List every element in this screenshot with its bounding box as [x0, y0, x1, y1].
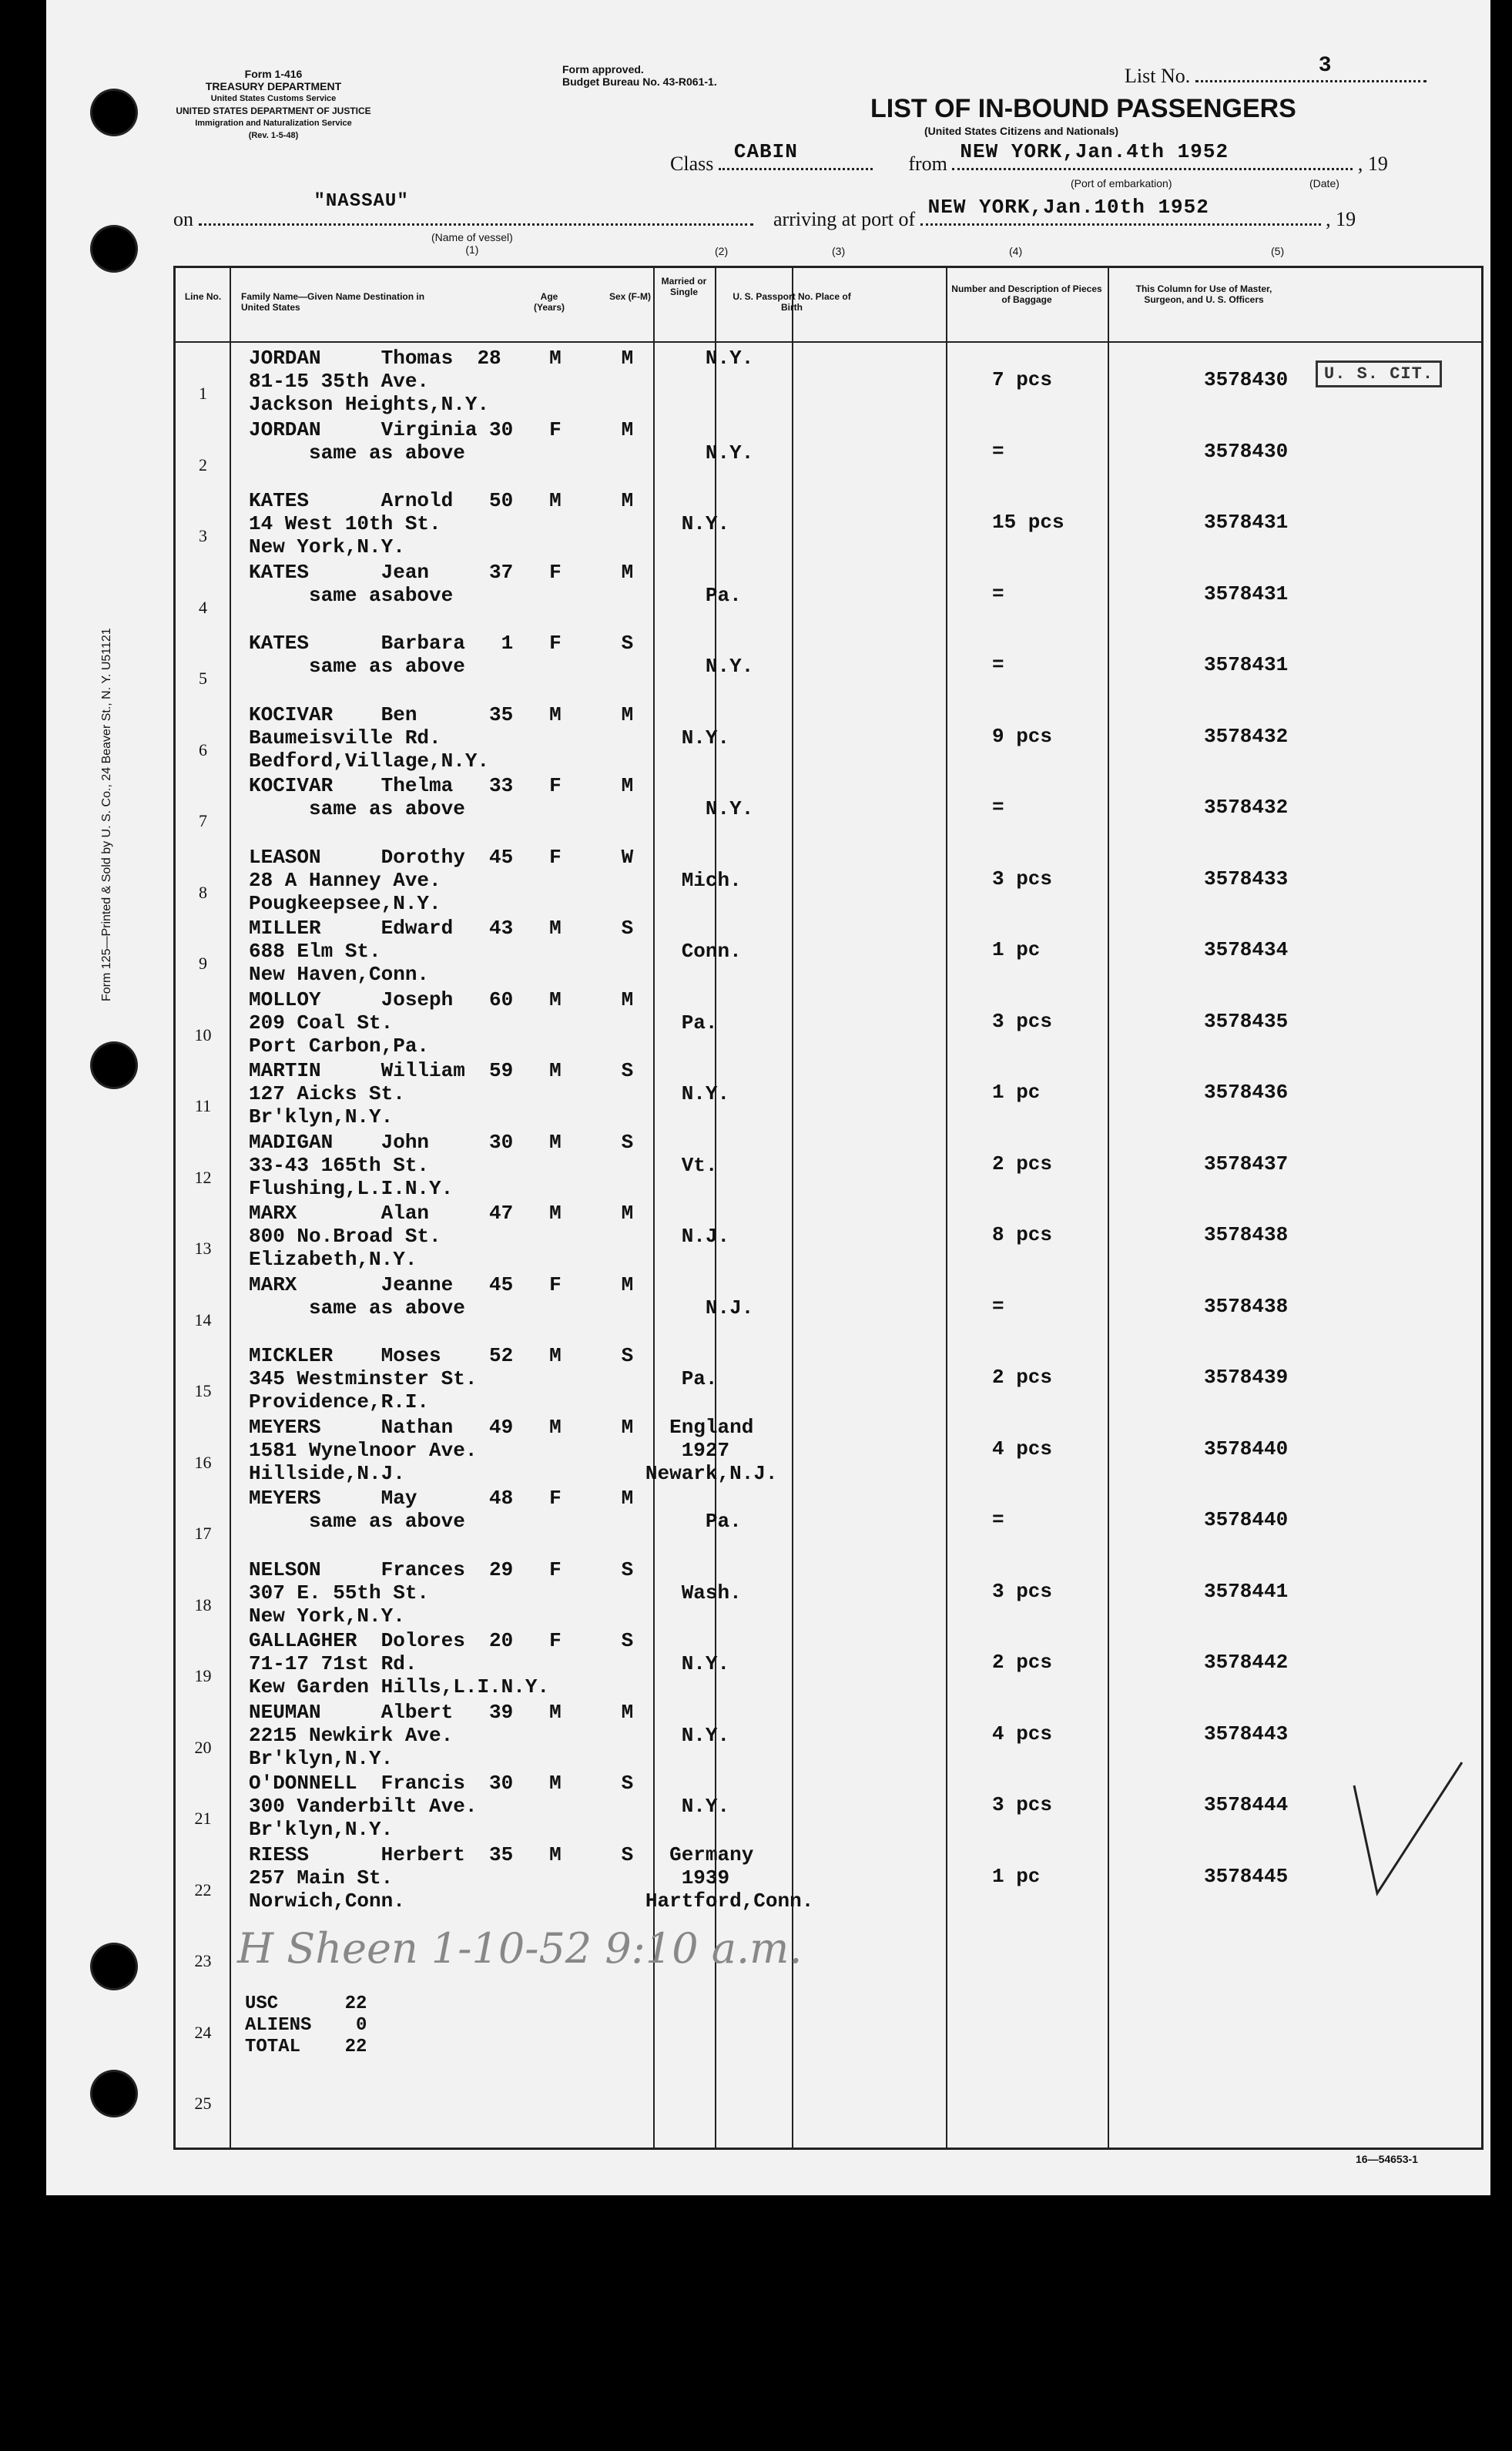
- line-number: 2: [199, 454, 207, 474]
- officer-number: 3578431: [1204, 653, 1289, 676]
- baggage-count: 3 pcs: [992, 1793, 1053, 1816]
- line-number: 18: [194, 1594, 212, 1614]
- table-row: [176, 1200, 1481, 1271]
- line-number: 23: [194, 1951, 212, 1970]
- table-row: [176, 773, 1481, 843]
- from-label: from: [908, 153, 947, 175]
- passenger-entry: KATES Jean 37 F M same asabove Pa.: [249, 560, 742, 607]
- officer-number: 3578430: [1204, 439, 1289, 463]
- line-number: 22: [194, 1879, 212, 1899]
- officer-number: 3578432: [1204, 796, 1289, 819]
- immigration-label: Immigration and Naturalization Service: [195, 119, 352, 128]
- vessel-name: "NASSAU": [313, 191, 409, 212]
- baggage-count: 4 pcs: [992, 1722, 1053, 1745]
- table-row: [176, 345, 1481, 416]
- table-row: [176, 630, 1481, 701]
- header-age: Age (Years): [533, 291, 565, 313]
- punch-hole: [92, 1945, 136, 1988]
- class-value: CABIN: [733, 140, 798, 163]
- passenger-entry: O'DONNELL Francis 30 M S 300 Vanderbilt Ave. N.Y. Br'klyn,N.Y.: [249, 1772, 730, 1841]
- passenger-entry: RIESS Herbert 35 M S Germany 257 Main St. 1939 Norwich,Conn. Hartford,Conn.: [249, 1842, 814, 1913]
- officer-number: 3578431: [1204, 582, 1289, 605]
- arrival-value: NEW YORK,Jan.10th 1952: [927, 196, 1209, 219]
- vessel-label: [431, 231, 513, 256]
- table-row: [176, 1058, 1481, 1128]
- date-label: (Date): [1309, 177, 1339, 189]
- header-married: Married or Single: [661, 276, 707, 297]
- totals-block: USC 22 ALIENS 0 TOTAL 22: [245, 1993, 367, 2057]
- passenger-entry: MICKLER Moses 52 M S 345 Westminster St. Pa. Providence,R.I.: [249, 1344, 718, 1413]
- baggage-count: 8 pcs: [992, 1223, 1053, 1246]
- table-row: [176, 559, 1481, 630]
- punch-hole: [92, 2072, 136, 2115]
- baggage-count: 1 pc: [992, 1864, 1041, 1888]
- officer-number: 3578440: [1204, 1437, 1289, 1460]
- passenger-entry: KATES Barbara 1 F S same as above N.Y.: [249, 632, 754, 678]
- line-number: 9: [199, 954, 207, 973]
- document-page: [46, 0, 1490, 2195]
- baggage-count: 1 pc: [992, 1081, 1041, 1104]
- line-number: 25: [194, 2094, 212, 2113]
- baggage-count: 9 pcs: [992, 724, 1053, 748]
- header-line-no: Line No.: [184, 291, 222, 302]
- baggage-count: 2 pcs: [992, 1651, 1053, 1674]
- line-number: 8: [199, 882, 207, 902]
- year-suffix: , 19: [1357, 153, 1388, 175]
- table-row: [176, 987, 1481, 1058]
- baggage-count: 3 pcs: [992, 1009, 1053, 1033]
- officer-number: 3578433: [1204, 867, 1289, 890]
- budget-label: Budget Bureau No. 43-R061-1.: [562, 75, 717, 88]
- baggage-count: 15 pcs: [992, 511, 1064, 534]
- line-number: 15: [194, 1381, 212, 1400]
- table-row: [176, 1628, 1481, 1698]
- table-row: [176, 1699, 1481, 1770]
- table-row: [176, 1129, 1481, 1200]
- passenger-entry: MEYERS May 48 F M same as above Pa.: [249, 1487, 742, 1533]
- passenger-entry: MARX Alan 47 M M 800 No.Broad St. N.J. Elizabeth,N.Y.: [249, 1202, 730, 1271]
- col-num-4: (4): [1009, 245, 1023, 257]
- passenger-entry: NELSON Frances 29 F S 307 E. 55th St. Wash. New York,N.Y.: [249, 1557, 742, 1628]
- passenger-entry: JORDAN Virginia 30 F M same as above N.Y.: [249, 417, 754, 464]
- line-number: 12: [194, 1167, 212, 1187]
- vessel-row: [173, 191, 1452, 237]
- table-row: [176, 702, 1481, 773]
- table-row: [176, 1770, 1481, 1841]
- passenger-entry: KOCIVAR Thelma 33 F M same as above N.Y.: [249, 774, 754, 820]
- form-number: Form 1-416: [244, 68, 303, 80]
- baggage-count: =: [992, 439, 1004, 463]
- year-suffix-2: , 19: [1326, 208, 1356, 230]
- baggage-count: 7 pcs: [992, 368, 1053, 391]
- passenger-entry: MARX Jeanne 45 F M same as above N.J.: [249, 1272, 754, 1319]
- revision-label: (Rev. 1-5-48): [248, 131, 299, 140]
- col-num-1: (1): [465, 243, 479, 256]
- header-baggage: Number and Description of Pieces of Baggage: [951, 283, 1102, 305]
- passenger-table: [173, 266, 1484, 2150]
- col-num-5: (5): [1271, 245, 1285, 257]
- officer-number: 3578435: [1204, 1009, 1289, 1033]
- table-row: [176, 1343, 1481, 1413]
- table-row: [176, 1272, 1481, 1343]
- baggage-count: =: [992, 796, 1004, 819]
- line-number: 11: [194, 1096, 212, 1115]
- form-header-left: [162, 68, 385, 142]
- passenger-entry: MADIGAN John 30 M S 33-43 165th St. Vt. Flushing,L.I.N.Y.: [249, 1130, 718, 1200]
- inspector-signature: H Sheen 1-10-52 9:10 a.m.: [237, 1924, 803, 1973]
- col-num-3: (3): [832, 245, 846, 257]
- officer-number: 3578431: [1204, 511, 1289, 534]
- header-name: Family Name—Given Name Destination in United States: [241, 291, 425, 313]
- officer-number: 3578441: [1204, 1579, 1289, 1603]
- list-number-field: [1125, 54, 1448, 88]
- table-row: [176, 915, 1481, 986]
- officer-number: 3578438: [1204, 1294, 1289, 1318]
- officer-number: 3578438: [1204, 1223, 1289, 1246]
- line-number: 1: [199, 384, 207, 403]
- passenger-entry: LEASON Dorothy 45 F W 28 A Hanney Ave. Mich. Pougkeepsee,N.Y.: [249, 845, 742, 915]
- passenger-entry: JORDAN Thomas 28 M M N.Y. 81-15 35th Ave. Jackson Heights,N.Y.: [249, 347, 754, 416]
- table-row: [176, 1842, 1481, 1913]
- header-passport: U. S. Passport No. Place of Birth: [733, 291, 851, 313]
- officer-number: 3578437: [1204, 1152, 1289, 1175]
- table-row: [176, 488, 1481, 558]
- baggage-count: =: [992, 1294, 1004, 1318]
- baggage-count: 3 pcs: [992, 867, 1053, 890]
- citizen-stamp: U. S. CIT.: [1316, 360, 1442, 387]
- officer-number: 3578443: [1204, 1722, 1289, 1745]
- officer-number: 3578436: [1204, 1081, 1289, 1104]
- list-number: 3: [1318, 54, 1333, 78]
- officer-number: 3578430: [1204, 368, 1289, 391]
- line-number: 16: [194, 1452, 212, 1472]
- embark-label: (Port of embarkation): [1071, 177, 1172, 189]
- line-number: 19: [194, 1666, 212, 1685]
- arriving-label: arriving at port of: [773, 208, 916, 230]
- from-value: NEW YORK,Jan.4th 1952: [960, 140, 1229, 163]
- form-approval: [562, 63, 717, 88]
- title: LIST OF IN-BOUND PASSENGERS: [870, 94, 1296, 123]
- officer-number: 3578444: [1204, 1793, 1289, 1816]
- passenger-entry: NEUMAN Albert 39 M M 2215 Newkirk Ave. N.Y. Br'klyn,N.Y.: [249, 1700, 730, 1770]
- line-number: 4: [199, 597, 207, 617]
- baggage-count: 4 pcs: [992, 1437, 1053, 1460]
- justice-label: UNITED STATES DEPARTMENT OF JUSTICE: [176, 106, 371, 116]
- punch-hole: [92, 91, 136, 134]
- line-number: 13: [194, 1239, 212, 1258]
- passenger-entry: MOLLOY Joseph 60 M M 209 Coal St. Pa. Port Carbon,Pa.: [249, 987, 718, 1058]
- on-label: on: [173, 208, 193, 230]
- vessel-name-caption: (Name of vessel): [431, 231, 513, 243]
- table-row: [176, 1485, 1481, 1556]
- baggage-count: =: [992, 582, 1004, 605]
- officer-number: 3578432: [1204, 724, 1289, 748]
- officer-number: 3578440: [1204, 1508, 1289, 1531]
- printer-note: Form 125—Printed & Sold by U. S. Co., 24 Beaver St., N. Y. U51121: [100, 628, 113, 1001]
- line-number: 7: [199, 811, 207, 830]
- footer-code: 16—54653-1: [1356, 2153, 1418, 2165]
- check-mark: [1346, 1755, 1470, 1909]
- header-sex: Sex (F-M): [609, 291, 651, 302]
- col-num-2: (2): [715, 245, 729, 257]
- passenger-entry: KOCIVAR Ben 35 M M Baumeisville Rd. N.Y. Bedford,Village,N.Y.: [249, 702, 730, 773]
- class-label: Class: [670, 153, 714, 175]
- officer-number: 3578445: [1204, 1864, 1289, 1888]
- baggage-count: =: [992, 653, 1004, 676]
- baggage-count: 2 pcs: [992, 1366, 1053, 1389]
- officer-number: 3578439: [1204, 1366, 1289, 1389]
- table-row: [176, 1557, 1481, 1628]
- passenger-entry: GALLAGHER Dolores 20 F S 71-17 71st Rd. N.Y. Kew Garden Hills,L.I.N.Y.: [249, 1629, 730, 1698]
- treasury-label: TREASURY DEPARTMENT: [205, 80, 342, 92]
- line-number: 24: [194, 2022, 212, 2042]
- table-row: [176, 844, 1481, 915]
- officer-number: 3578434: [1204, 938, 1289, 961]
- baggage-count: =: [992, 1508, 1004, 1531]
- officer-number: 3578442: [1204, 1651, 1289, 1674]
- line-number: 20: [194, 1737, 212, 1757]
- subtitle: (United States Citizens and Nationals): [924, 125, 1119, 137]
- line-number: 5: [199, 669, 207, 688]
- baggage-count: 1 pc: [992, 938, 1041, 961]
- passenger-entry: MARTIN William 59 M S 127 Aicks St. N.Y. Br'klyn,N.Y.: [249, 1059, 730, 1128]
- customs-label: United States Customs Service: [210, 94, 337, 103]
- approved-label: Form approved.: [562, 63, 644, 75]
- line-number: 10: [194, 1024, 212, 1044]
- line-number: 3: [199, 526, 207, 545]
- line-number: 17: [194, 1524, 212, 1543]
- line-number: 21: [194, 1809, 212, 1828]
- header-officers: This Column for Use of Master, Surgeon, and U. S. Officers: [1135, 283, 1272, 305]
- passenger-entry: MEYERS Nathan 49 M M England 1581 Wynelnoor Ave. 1927 Hillside,N.J. Newark,N.J.: [249, 1415, 778, 1485]
- punch-hole: [92, 1044, 136, 1087]
- passenger-entry: KATES Arnold 50 M M 14 West 10th St. N.Y. New York,N.Y.: [249, 489, 730, 558]
- table-row: [176, 1414, 1481, 1485]
- table-row: [176, 417, 1481, 488]
- line-number: 6: [199, 739, 207, 759]
- baggage-count: 3 pcs: [992, 1579, 1053, 1603]
- list-label: List No.: [1125, 65, 1191, 87]
- line-number: 14: [194, 1309, 212, 1329]
- passenger-entry: MILLER Edward 43 M S 688 Elm St. Conn. New Haven,Conn.: [249, 917, 742, 986]
- punch-hole: [92, 227, 136, 270]
- baggage-count: 2 pcs: [992, 1152, 1053, 1175]
